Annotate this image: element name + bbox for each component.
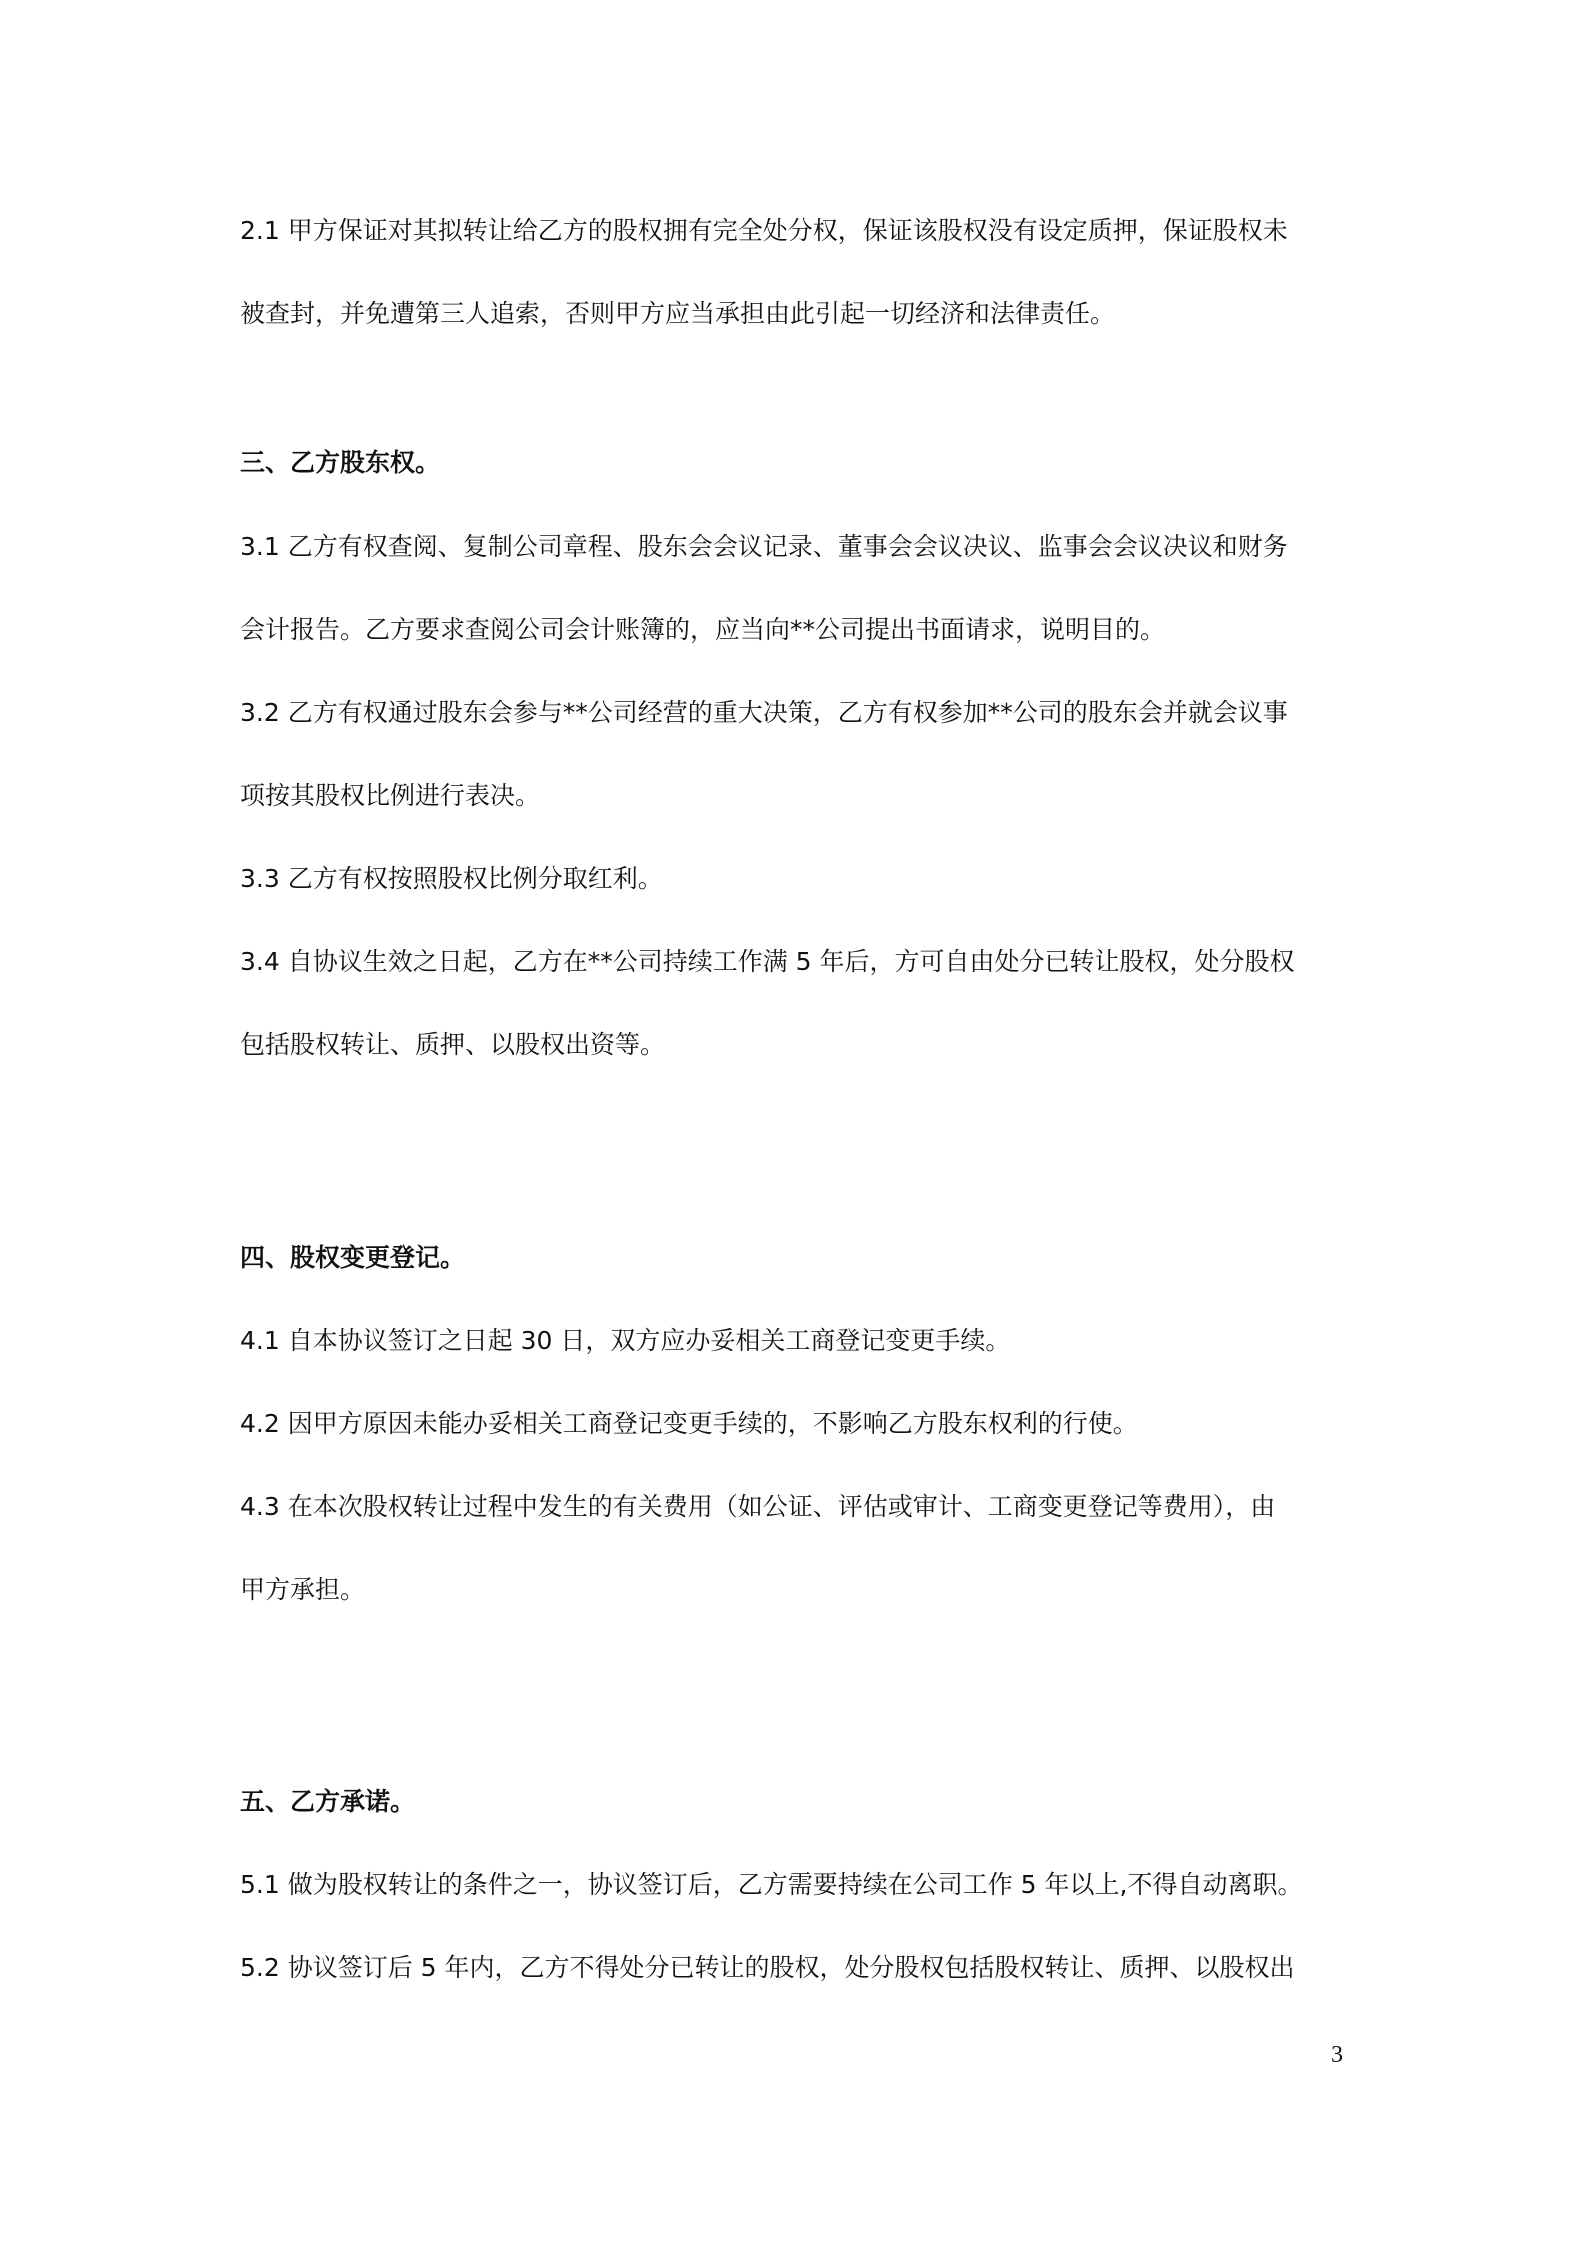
clause-3-3: 3.3 乙方有权按照股权比例分取红利。 bbox=[240, 864, 663, 893]
section-4-heading: 四、股权变更登记。 bbox=[240, 1243, 466, 1272]
clause-4-1: 4.1 自本协议签订之日起 30 日，双方应办妥相关工商登记变更手续。 bbox=[240, 1326, 1011, 1355]
clause-4-3-line-2: 甲方承担。 bbox=[240, 1575, 366, 1604]
clause-3-4-line-1: 3.4 自协议生效之日起，乙方在**公司持续工作满 5 年后，方可自由处分已转让股权，处分股权 bbox=[240, 947, 1295, 976]
clause-5-2-line-1: 5.2 协议签订后 5 年内，乙方不得处分已转让的股权，处分股权包括股权转让、质押、以股权出 bbox=[240, 1953, 1295, 1982]
clause-4-3-line-1: 4.3 在本次股权转让过程中发生的有关费用（如公证、评估或审计、工商变更登记等费用），由 bbox=[240, 1492, 1276, 1521]
section-3-heading: 三、乙方股东权。 bbox=[240, 448, 441, 477]
clause-3-2-line-1: 3.2 乙方有权通过股东会参与**公司经营的重大决策，乙方有权参加**公司的股东会并就会议事 bbox=[240, 698, 1288, 727]
clause-3-4-line-2: 包括股权转让、质押、以股权出资等。 bbox=[240, 1030, 666, 1059]
clause-3-1-line-2: 会计报告。乙方要求查阅公司会计账簿的，应当向**公司提出书面请求，说明目的。 bbox=[240, 615, 1166, 644]
section-5-heading: 五、乙方承诺。 bbox=[240, 1787, 416, 1816]
clause-4-2: 4.2 因甲方原因未能办妥相关工商登记变更手续的，不影响乙方股东权利的行使。 bbox=[240, 1409, 1138, 1438]
page-number: 3 bbox=[1331, 2042, 1343, 2068]
clause-2-1-line-1: 2.1 甲方保证对其拟转让给乙方的股权拥有完全处分权，保证该股权没有设定质押，保证股权未 bbox=[240, 216, 1288, 245]
clause-3-1-line-1: 3.1 乙方有权查阅、复制公司章程、股东会会议记录、董事会会议决议、监事会会议决议和财务 bbox=[240, 532, 1288, 561]
clause-3-2-line-2: 项按其股权比例进行表决。 bbox=[240, 781, 541, 810]
clause-5-1: 5.1 做为股权转让的条件之一，协议签订后，乙方需要持续在公司工作 5 年以上,不得自动离职。 bbox=[240, 1870, 1303, 1899]
clause-2-1-line-2: 被查封，并免遭第三人追索，否则甲方应当承担由此引起一切经济和法律责任。 bbox=[240, 299, 1116, 328]
